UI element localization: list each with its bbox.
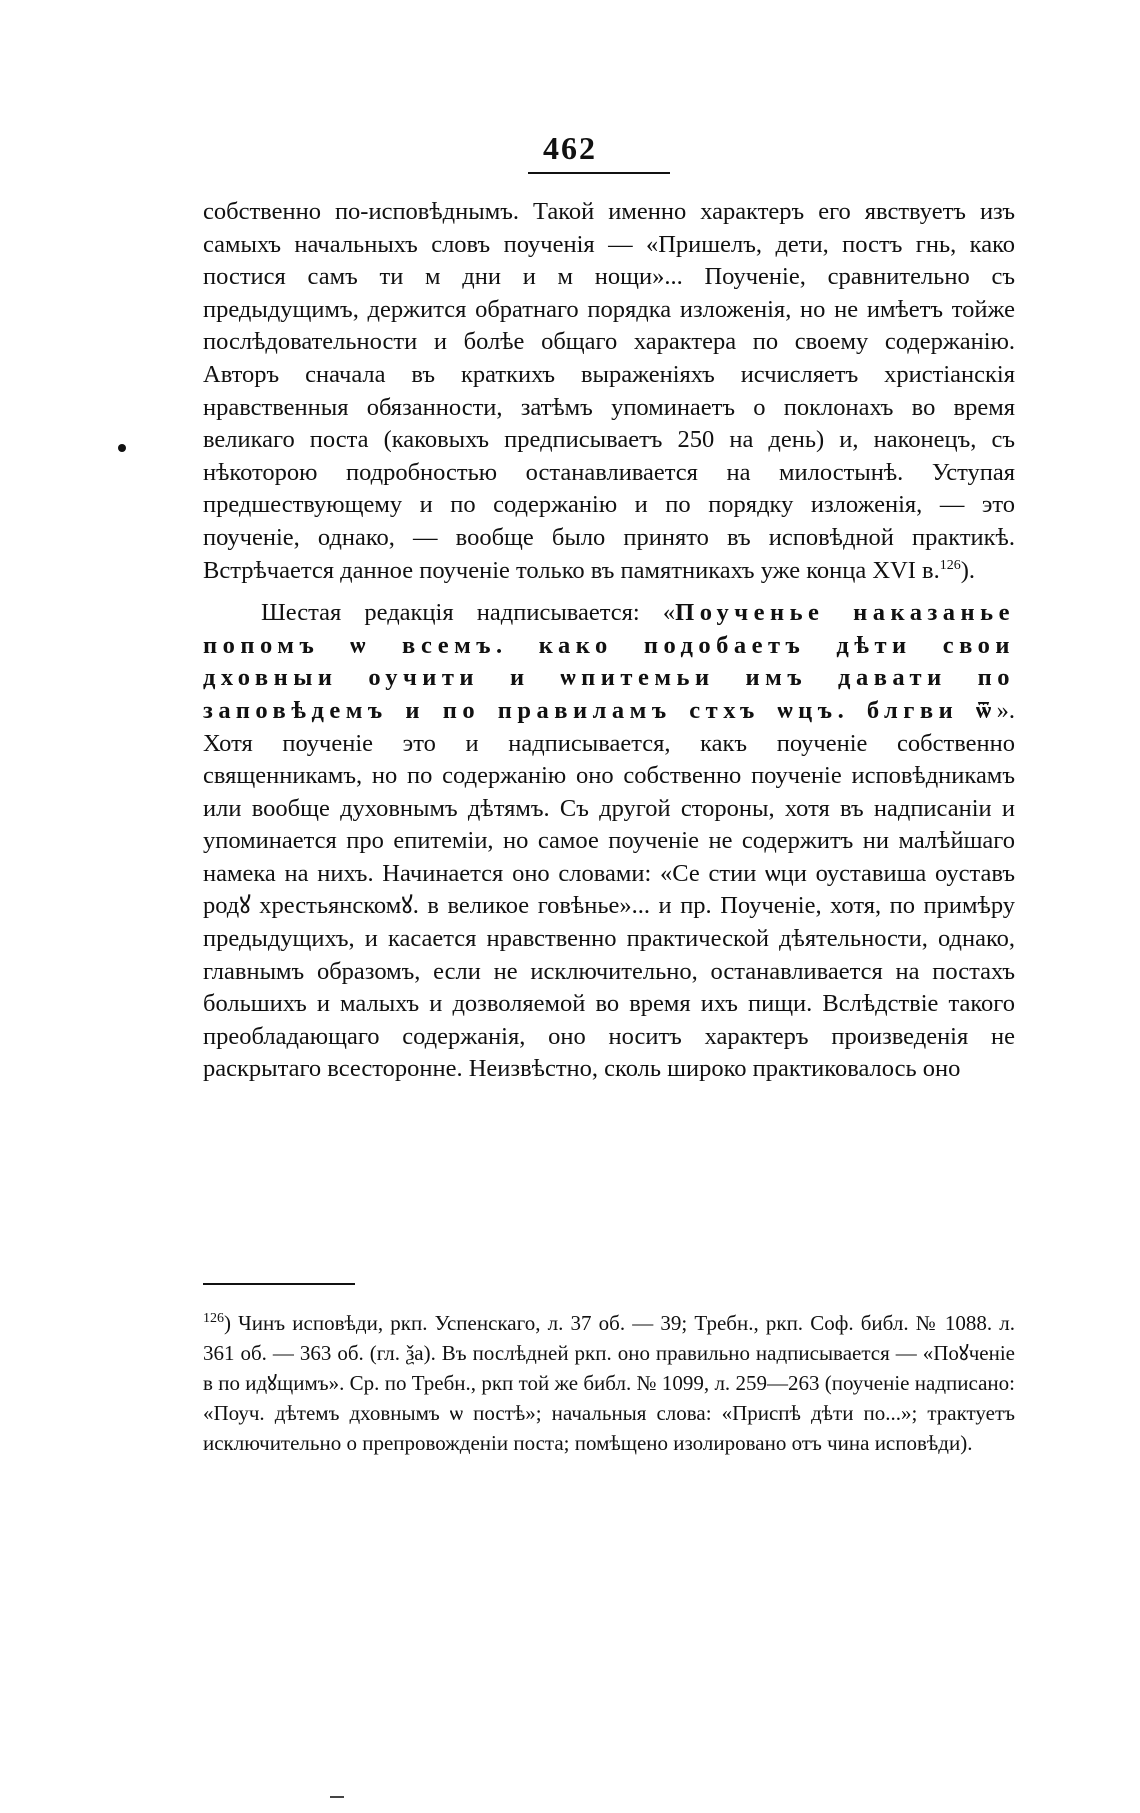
footnote-text: ) Чинъ исповѣди, ркп. Успенскаго, л. 37 об. — 39; Требн., ркп. Соф. библ. № 1088. л. 361 об. — 363 об. (гл. ѯа). Въ послѣдней ркп. оно правильно надписывается — «Поꙋченіе в по идꙋщимъ». Ср. по Требн., ркп той же библ. № 1099, л. 259—263 (поученіе надписано: «Поуч. дѣтемъ дховнымъ ѡ постѣ»; начальныя слова: «Приспѣ дѣти по...»; трактуетъ исключительно о препровожденіи поста; помѣщено изолировано отъ чина исповѣди). [203, 1311, 1015, 1455]
footnote-mark: 126 [203, 1311, 224, 1326]
page-number: 462 [543, 130, 597, 166]
paragraph-1-end: ). [960, 556, 976, 584]
header-rule [528, 172, 670, 174]
footnote-ref: 126 [939, 557, 961, 573]
footnote-rule [203, 1283, 355, 1285]
paragraph-1 [203, 196, 1015, 587]
paragraph-2-intro: Шестая редакція надписывается: « [261, 599, 676, 627]
footnote [203, 1308, 1015, 1458]
paragraph-2-rest: ». Хотя поученіе это и надписывается, какъ поученіе собственно священникамъ, но по содержанію оно собственно поученіе исповѣдникамъ или вообще духовнымъ дѣтямъ. Съ другой стороны, хотя въ надписаніи и упоминается про епитеміи, но самое поученіе не содержитъ ни малѣйшаго намека на нихъ. Начинается оно словами: «Се стии ѡци оуставиша оуставъ родꙋ хрестьянскомꙋ. в великое говѣнье»... и пр. Поученіе, хотя, по примѣру предыдущихъ, и касается нравственно практической дѣятельности, однако, главнымъ образомъ, если не исключительно, останавливается на постахъ большихъ и малыхъ и дозволяемой во время ихъ пищи. Вслѣдствіе такого преобладающаго содержанія, оно носитъ характеръ произведенія не раскрытаго всесторонне. Неизвѣстно, сколь широко практиковалось оно [203, 696, 1015, 1083]
paragraph-1-text: собственно по-исповѣднымъ. Такой именно характеръ его явствуетъ изъ самыхъ начальныхъ словъ поученія — «Пришелъ, дети, постъ гнь, како постися самъ ти м дни и м нощи»... Поученіе, сравнительно съ предыдущимъ, держится обратнаго порядка изложенія, но не имѣетъ тойже послѣдовательности и болѣе общаго характера по своему содержанію. Авторъ сначала въ краткихъ выраженіяхъ исчисляетъ христіанскія нравственныя обязанности, затѣмъ упоминаетъ о поклонахъ во время великаго поста (каковыхъ предписываетъ 250 на день) и, наконецъ, съ нѣкоторою подробностью останавливается на милостынѣ. Уступая предшествующему и по содержанію и по порядку изложенія, — это поученіе, однако, — вообще было принято въ исповѣдной практикѣ. Встрѣчается данное поученіе только въ памятникахъ уже конца XVI в. [203, 198, 1015, 584]
main-text [203, 196, 1015, 1086]
paragraph-2 [203, 597, 1015, 1086]
margin-dot [118, 444, 126, 452]
slavonic-title: Поученье наказанье попомъ ѡ всемъ. како подобаетъ дѣти свои дховныи оучити и ѡпитемьи имъ давати по заповѣдемъ и по правиламъ стхъ ѡцъ. блгви ѿ [203, 599, 1015, 724]
bottom-mark [330, 1796, 344, 1798]
